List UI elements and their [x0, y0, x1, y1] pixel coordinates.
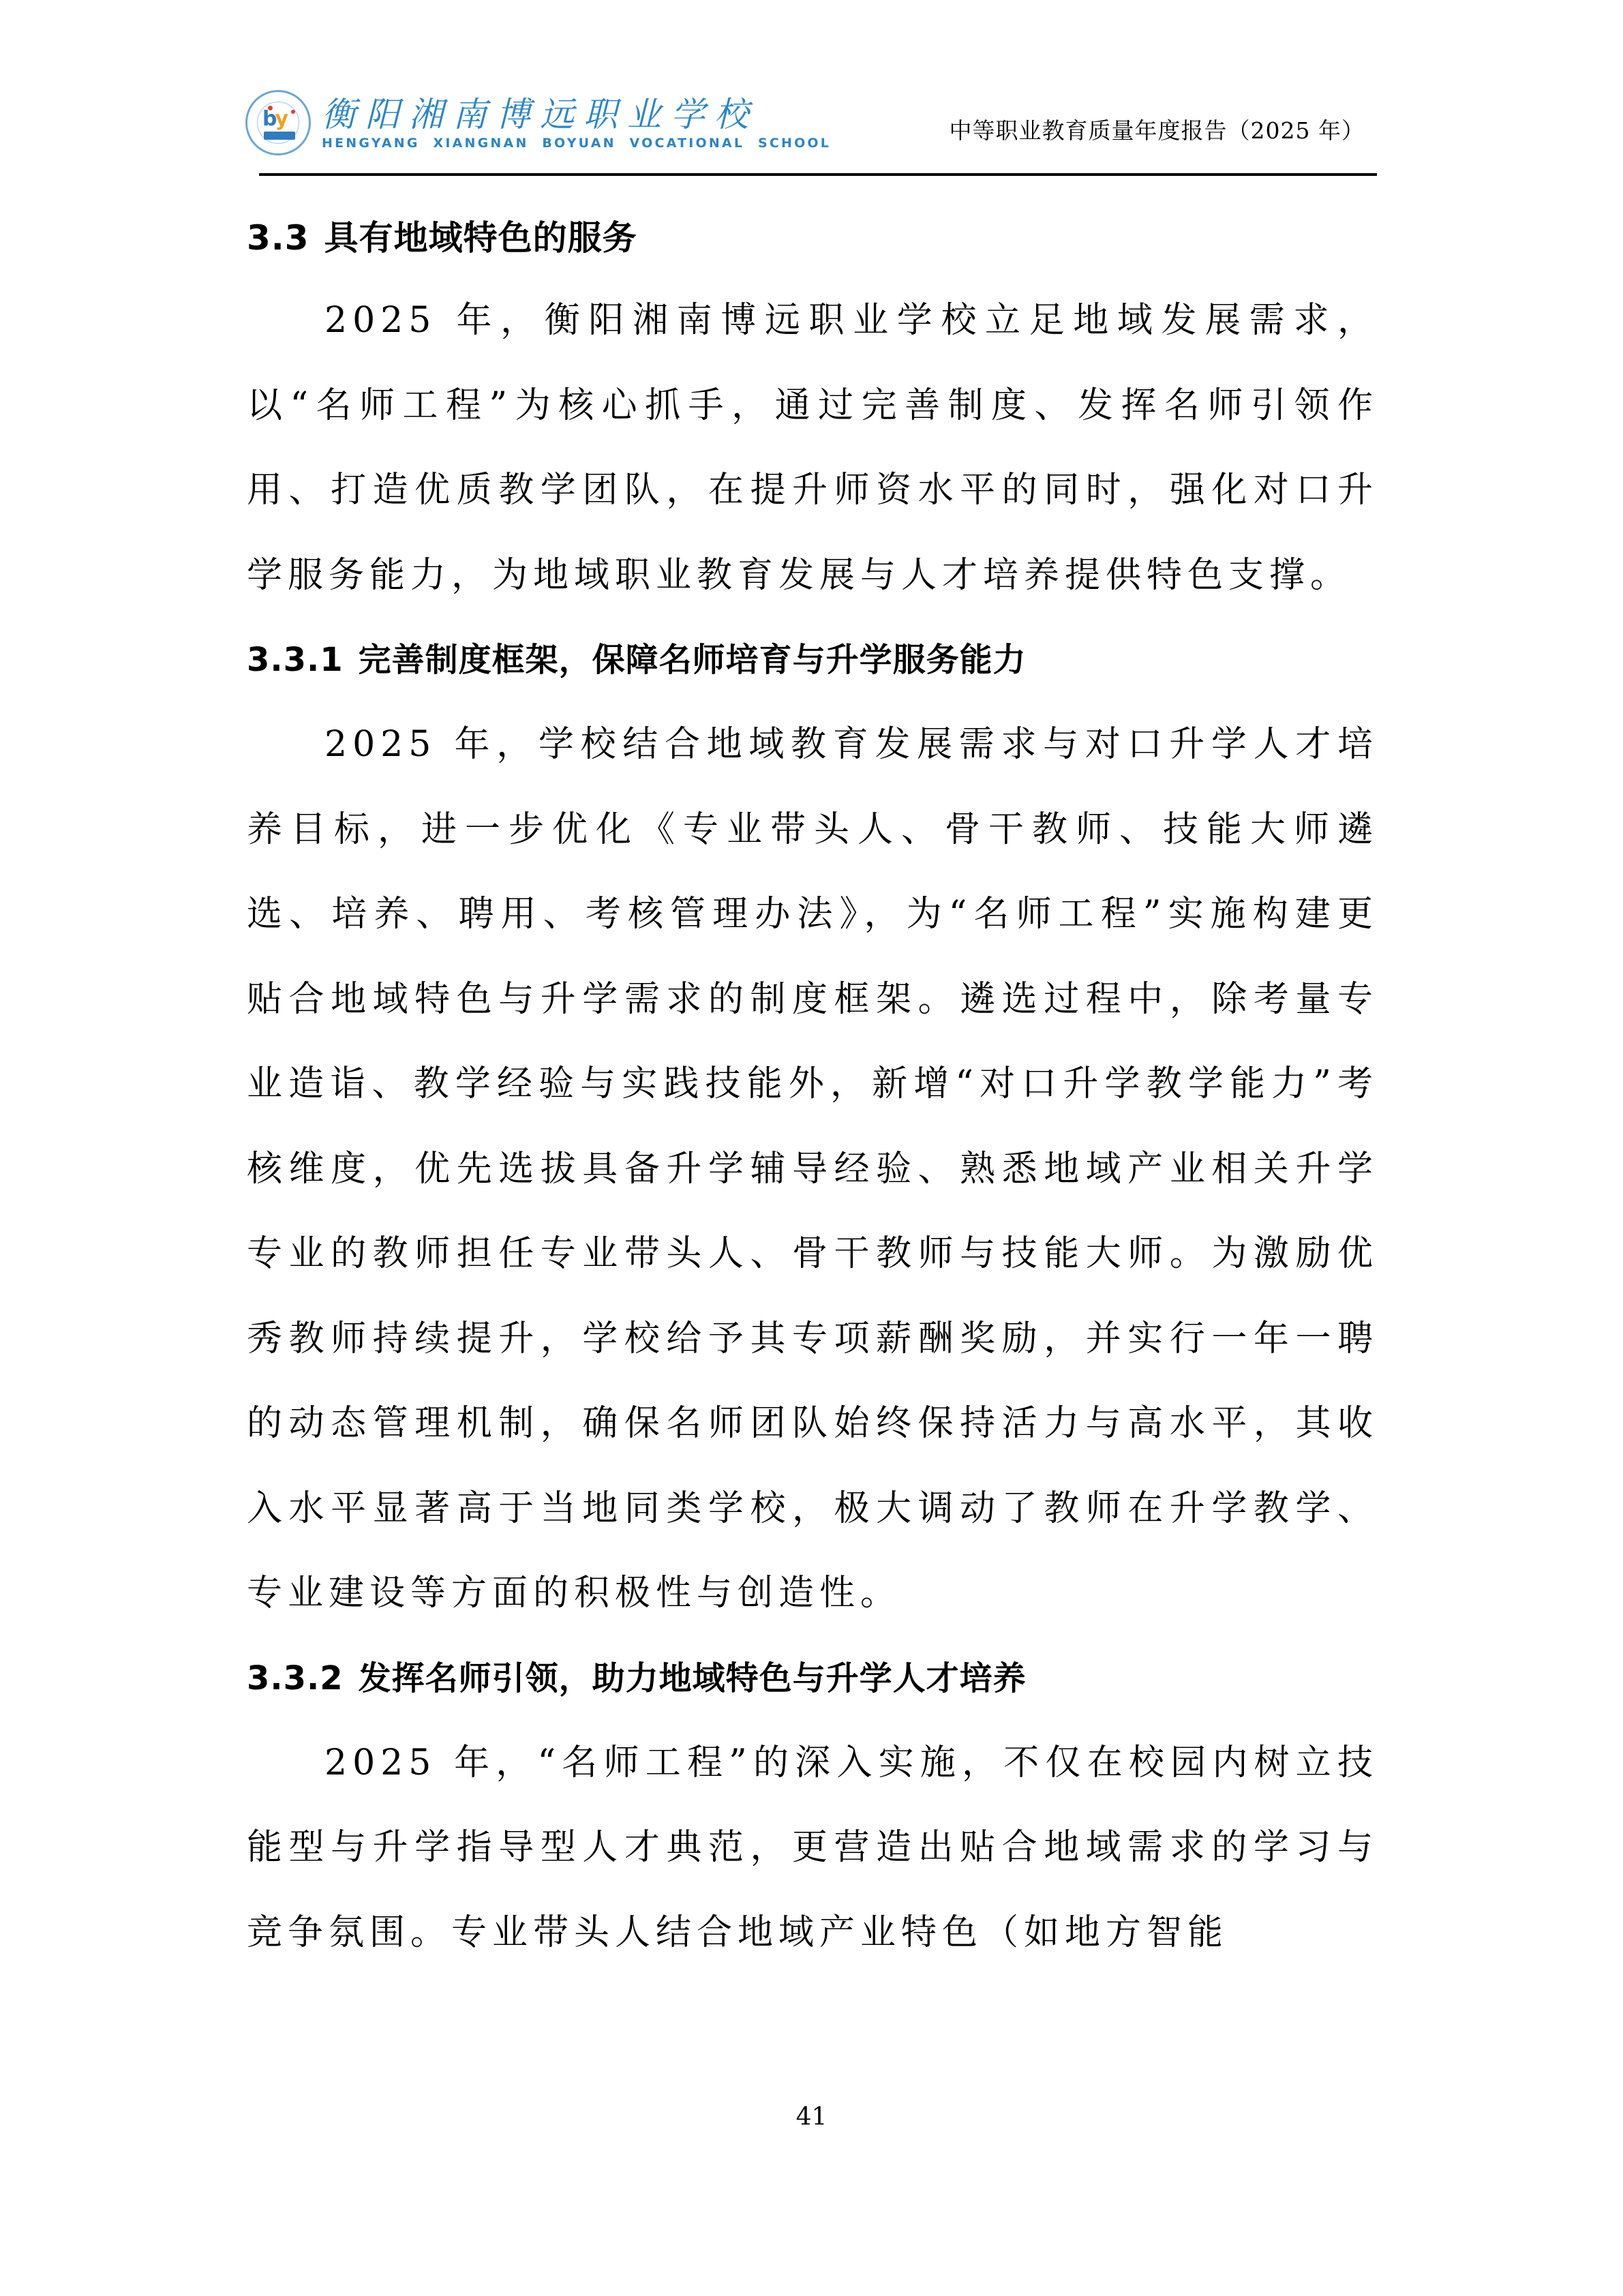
body-paragraph: 2025 年，衡阳湘南博远职业学校立足地域发展需求，以“名师工程”为核心抓手，通过完善制度、发挥名师引领作用、打造优质教学团队，在提升师资水平的同时，强化对口升学服务能力，为地域职业教育发展与人才培养提供特色支撑。: [247, 300, 1378, 596]
emblem-label-bar: [264, 132, 295, 140]
body-paragraph: 2025 年，学校结合地域教育发展需求与对口升学人才培养目标，进一步优化《专业带头人、骨干教师、技能大师遴选、培养、聘用、考核管理办法》，为“名师工程”实施构建更贴合地域特色与升学需求的制度框架。遴选过程中，除考量专业造诣、教学经验与实践技能外，新增“对口升学教学能力”考核维度，优先选拔具备升学辅导经验、熟悉地域产业相关升学专业的教师担任专业带头人、骨干教师与技能大师。为激励优秀教师持续提升，学校给予其专项薪酬奖励，并实行一年一聘的动态管理机制，确保名师团队始终保持活力与高水平，其收入水平显著高于当地同类学校，极大调动了教师在升学教学、专业建设等方面的积极性与创造性。: [247, 724, 1378, 1614]
school-name-en: HENGYANG XIANGNAN BOYUAN VOCATIONAL SCHOOL: [322, 136, 832, 151]
school-logo: [245, 90, 831, 155]
logo-text: [322, 95, 831, 151]
report-title: 中等职业教育质量年度报告（2025 年）: [949, 117, 1365, 144]
subsection-heading: [247, 1636, 1378, 1721]
section-title: 具有地域特色的服务: [324, 218, 637, 258]
subsection-number: 3.3.2: [247, 1659, 344, 1697]
section-number: 3.3: [247, 218, 309, 258]
section-heading: [247, 198, 1378, 278]
body-paragraph: 2025 年，“名师工程”的深入实施，不仅在校园内树立技能型与升学指导型人才典范，更营造出贴合地域需求的学习与竞争氛围。专业带头人结合地域产业特色（如地方智能: [247, 1742, 1378, 1953]
emblem-mark: by: [262, 107, 287, 131]
page-content: [247, 198, 1378, 1975]
school-name-cn: 衡阳湘南博远职业学校: [322, 95, 758, 134]
subsection-title: 发挥名师引领，助力地域特色与升学人才培养: [358, 1659, 1027, 1697]
header-divider: [259, 173, 1377, 176]
school-emblem-icon: [245, 90, 311, 155]
emblem-dot: [291, 110, 295, 114]
subsection-heading: [247, 618, 1378, 702]
page-number: 41: [795, 2103, 828, 2131]
subsection-title: 完善制度框架，保障名师培育与升学服务能力: [358, 641, 1027, 679]
page-header: [245, 87, 1378, 176]
subsection-number: 3.3.1: [247, 641, 344, 679]
